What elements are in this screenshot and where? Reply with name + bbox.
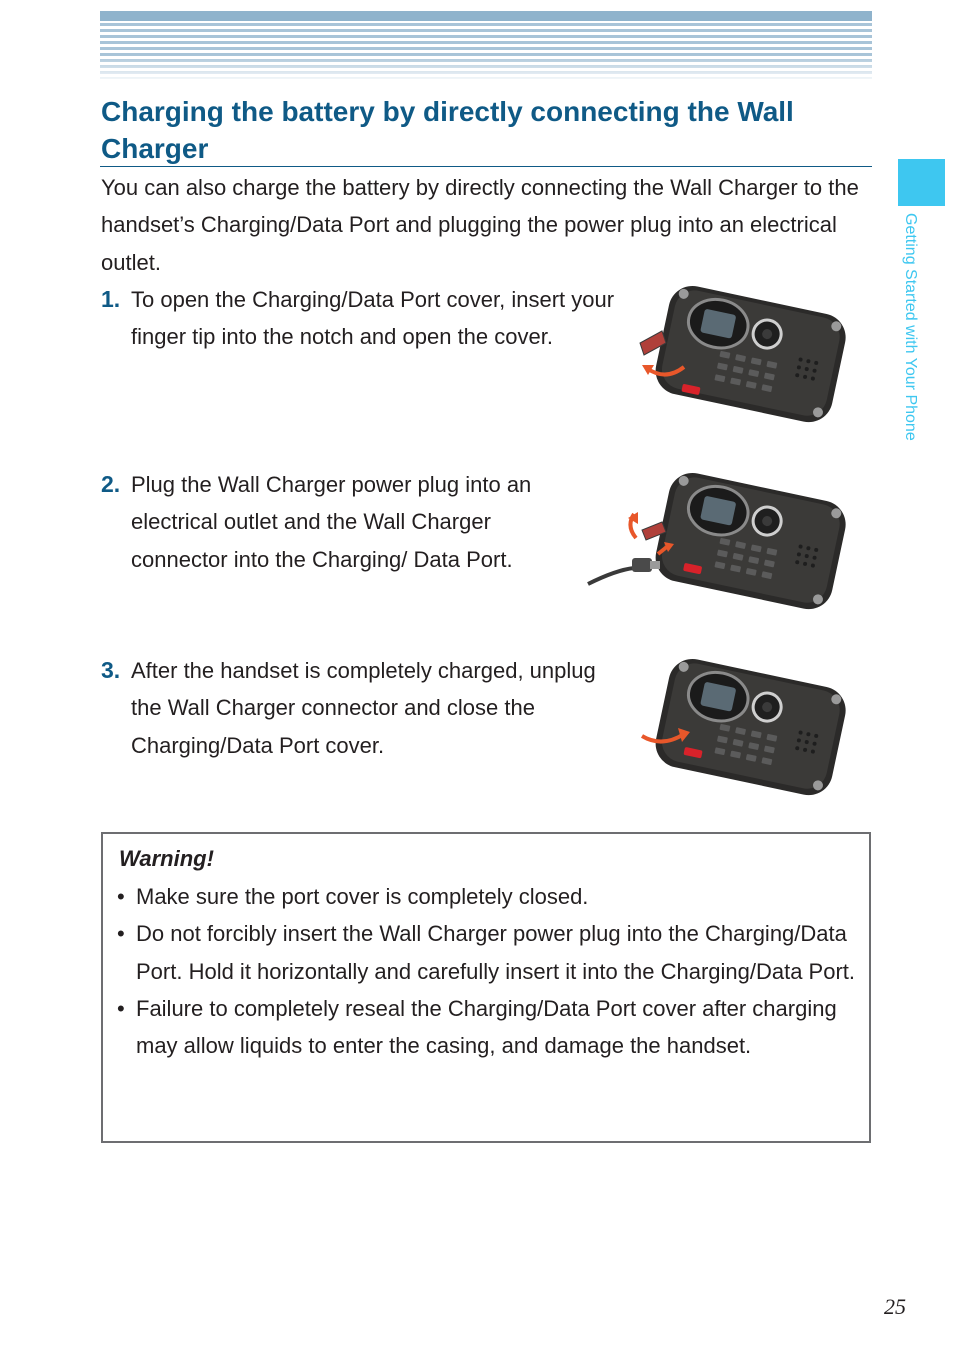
step-text: To open the Charging/Data Port cover, insert your finger tip into the notch and open the cover. xyxy=(131,287,615,350)
bullet-icon: • xyxy=(117,921,125,947)
warning-item xyxy=(117,915,857,990)
bullet-icon: • xyxy=(117,995,125,1021)
warning-item xyxy=(117,878,857,915)
page-number: 25 xyxy=(884,1294,906,1319)
phone-close-cover-icon xyxy=(622,656,874,806)
phone-plug-charger-icon xyxy=(586,472,874,616)
side-tab-label: Getting Started with Your Phone xyxy=(902,213,919,441)
step-text: After the handset is completely charged, unplug the Wall Charger connector and close the Charging/Data Port cover. xyxy=(131,658,596,758)
warning-box xyxy=(101,832,871,1143)
intro-paragraph: You can also charge the battery by directly connecting the Wall Charger to the handset’s Charging/Data Port and plugging the power plug into an electrical outlet. xyxy=(101,175,859,275)
warning-item-text: Make sure the port cover is completely closed. xyxy=(136,884,589,909)
side-tab-marker xyxy=(898,159,945,206)
warning-item-text: Do not forcibly insert the Wall Charger power plug into the Charging/Data Port. Hold it horizontally and carefully insert it into the Charging/Data Port. xyxy=(136,921,856,984)
title-rule xyxy=(100,166,872,167)
bullet-icon: • xyxy=(117,884,125,909)
warning-list xyxy=(117,878,857,1064)
warning-item-text: Failure to completely reseal the Charging/Data Port cover after charging may allow liquids to enter the casing, and damage the handset. xyxy=(136,995,837,1059)
step-number: 3. xyxy=(101,657,121,683)
warning-title: Warning! xyxy=(119,846,214,871)
warning-item xyxy=(117,990,857,1065)
step-text: Plug the Wall Charger power plug into an electrical outlet and the Wall Charger connector into the Charging/ Data Port. xyxy=(131,472,532,572)
step-number: 2. xyxy=(101,471,121,497)
phone-open-cover-icon xyxy=(622,285,874,429)
header-stripes xyxy=(100,11,872,79)
section-title: Charging the battery by directly connecting the Wall Charger xyxy=(101,96,794,164)
step-number: 1. xyxy=(101,286,121,312)
